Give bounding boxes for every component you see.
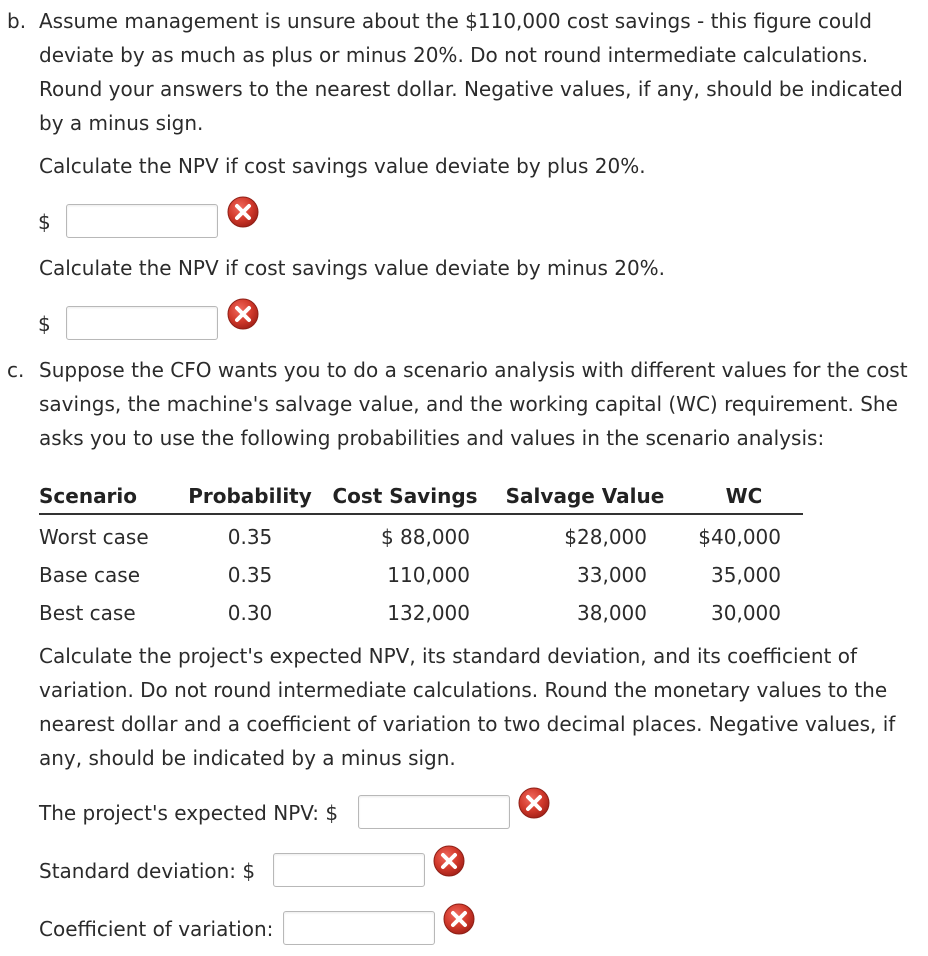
- header-cost-savings: Cost Savings: [325, 478, 485, 514]
- table-row: [39, 514, 803, 556]
- cell-scenario: Base case: [39, 563, 141, 587]
- cell-probability: 0.35: [227, 525, 273, 549]
- expected-npv-input[interactable]: [358, 795, 510, 829]
- cell-salvage-value: $28,000: [564, 525, 647, 549]
- question-minus-20: Calculate the NPV if cost savings value deviate by minus 20%.: [39, 256, 666, 280]
- currency-symbol: $: [38, 210, 51, 234]
- part-b-text: Assume management is unsure about the $110,000 cost savings - this figure could deviate by as much as plus or minus 20%. Do not round intermediate calculations. Round your answers to the nearest dollar. Negative values, if any, should be indicated by a minus sign.: [39, 9, 903, 135]
- cell-wc: 30,000: [711, 601, 781, 625]
- table-row: [39, 556, 803, 594]
- incorrect-x-icon: [517, 786, 551, 820]
- header-scenario: Scenario: [39, 478, 175, 514]
- expected-npv-label: The project's expected NPV: $: [39, 801, 339, 825]
- cell-probability: 0.30: [227, 601, 273, 625]
- cell-cost-savings: 110,000: [387, 563, 470, 587]
- cell-cost-savings: 132,000: [387, 601, 470, 625]
- header-salvage-value: Salvage Value: [485, 478, 685, 514]
- cell-cost-savings: $ 88,000: [380, 525, 470, 549]
- part-c-marker: c.: [7, 358, 25, 382]
- cell-probability: 0.35: [227, 563, 273, 587]
- part-c-text: Suppose the CFO wants you to do a scenario analysis with different values for the cost savings, the machine's salvage value, and the working capital (WC) requirement. She asks you to use the following probabilities and values in the scenario analysis:: [39, 358, 908, 450]
- incorrect-x-icon: [226, 195, 260, 229]
- incorrect-x-icon: [442, 902, 476, 936]
- std-dev-input[interactable]: [273, 853, 425, 887]
- npv-minus-20-input[interactable]: [66, 306, 218, 340]
- cell-salvage-value: 38,000: [577, 601, 647, 625]
- cell-wc: $40,000: [698, 525, 781, 549]
- npv-plus-20-input[interactable]: [66, 204, 218, 238]
- header-wc: WC: [685, 478, 803, 514]
- question-plus-20: Calculate the NPV if cost savings value deviate by plus 20%.: [39, 154, 646, 178]
- part-b-marker: b.: [7, 9, 27, 33]
- incorrect-x-icon: [432, 844, 466, 878]
- cell-wc: 35,000: [711, 563, 781, 587]
- cv-label: Coefficient of variation:: [39, 917, 274, 941]
- header-probability: Probability: [175, 478, 325, 514]
- table-row: [39, 594, 803, 632]
- incorrect-x-icon: [226, 297, 260, 331]
- currency-symbol: $: [38, 312, 51, 336]
- scenario-table: [39, 478, 803, 632]
- cv-input[interactable]: [283, 911, 435, 945]
- part-c-instructions: Calculate the project's expected NPV, its standard deviation, and its coefficient of variation. Do not round intermediate calculations. Round the monetary values to the nearest dollar and a coefficient of variation to two decimal places. Negative values, if any, should be indicated by a minus sign.: [39, 644, 896, 770]
- cell-scenario: Worst case: [39, 525, 149, 549]
- table-header-row: [39, 478, 803, 514]
- std-dev-label: Standard deviation: $: [39, 859, 256, 883]
- cell-salvage-value: 33,000: [577, 563, 647, 587]
- cell-scenario: Best case: [39, 601, 136, 625]
